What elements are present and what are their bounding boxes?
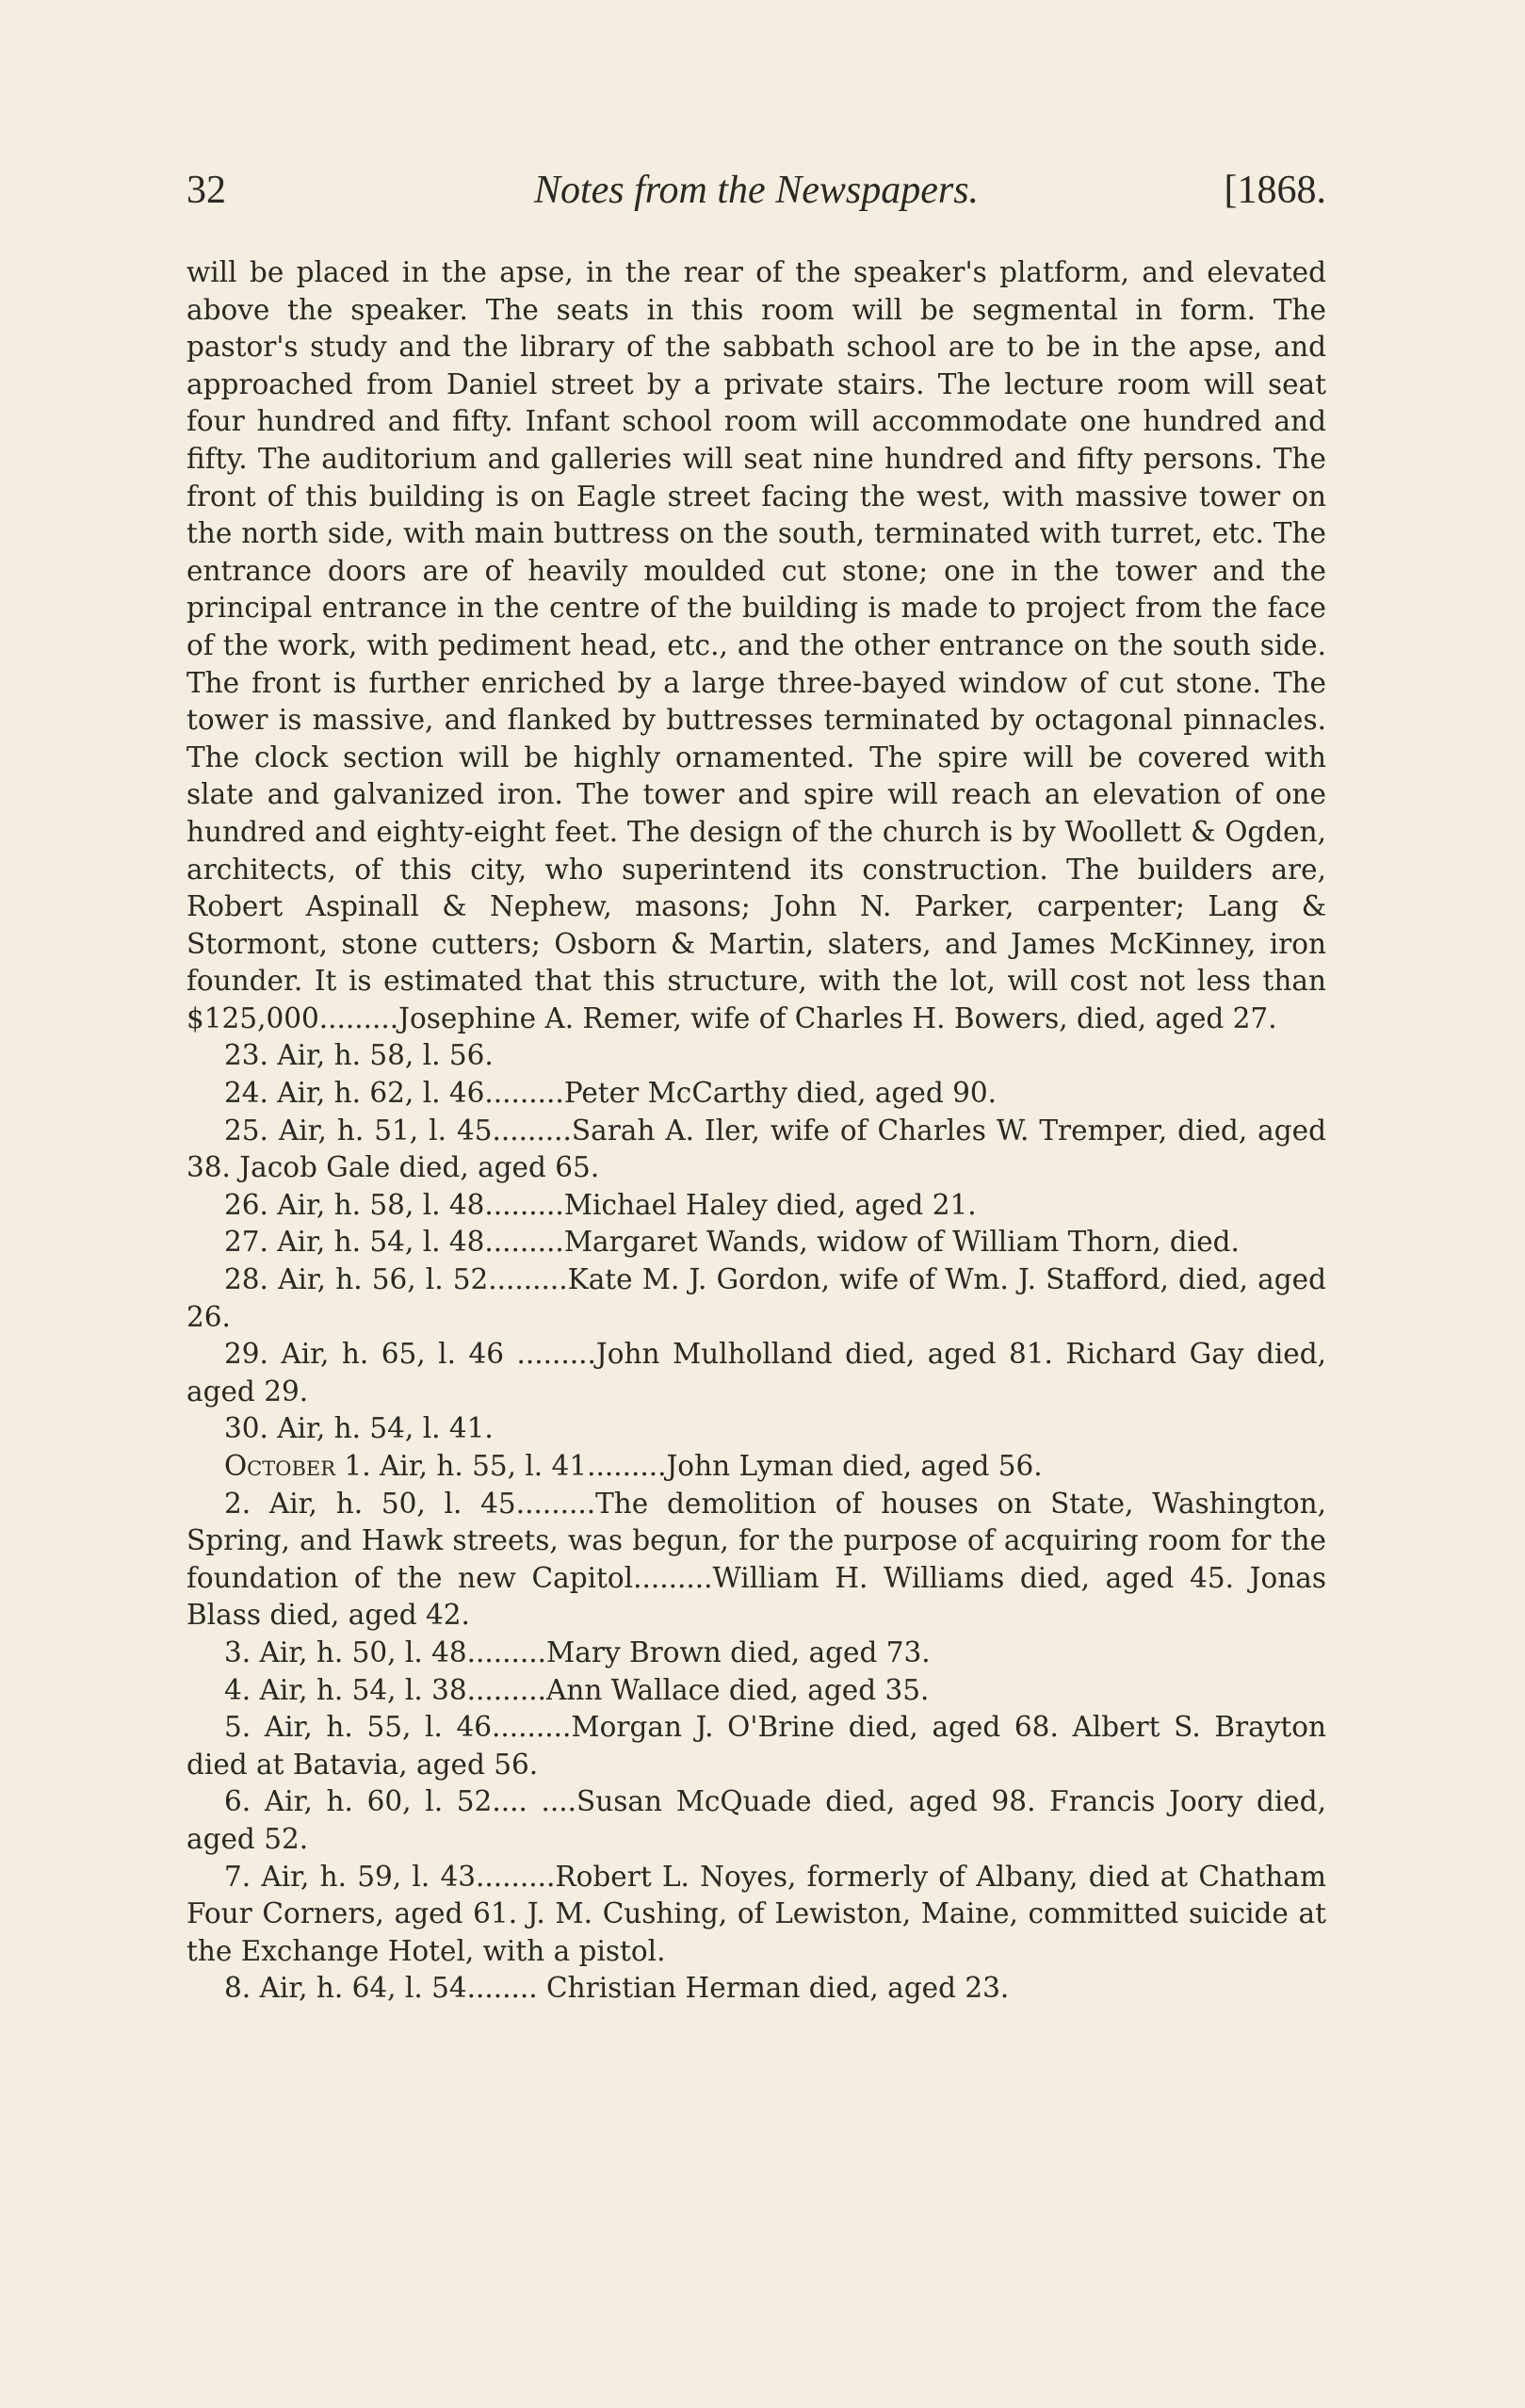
entry-oct-4: 4. Air, h. 54, l. 38.........Ann Wallace died, aged 35. [224, 1673, 930, 1706]
body-text [187, 254, 1326, 2008]
entry-sep-28: 28. Air, h. 56, l. 52.........Kate M. J. Gordon, wife of Wm. J. Stafford, died, aged 26. [187, 1263, 1326, 1333]
entry-text: 1. Air, h. 55, l. 41.........John Lyman died, aged 56. [335, 1450, 1043, 1482]
month-label: October [224, 1450, 336, 1482]
entry-sep-29: 29. Air, h. 65, l. 46 .........John Mulholland died, aged 81. Richard Gay died, aged 29. [187, 1338, 1326, 1407]
entry-oct-3: 3. Air, h. 50, l. 48.........Mary Brown died, aged 73. [224, 1635, 931, 1668]
entry-sep-25: 25. Air, h. 51, l. 45.........Sarah A. Iler, wife of Charles W. Tremper, died, aged 38. Jacob Gale died, aged 65. [187, 1114, 1326, 1184]
entry-sep-23: 23. Air, h. 58, l. 56. [224, 1039, 494, 1072]
page-number: 32 [187, 169, 226, 212]
page-title: Notes from the Newspapers. [533, 169, 980, 212]
entry-oct-5: 5. Air, h. 55, l. 46.........Morgan J. O'Brine died, aged 68. Albert S. Brayton died at Batavia, aged 56. [187, 1711, 1326, 1781]
running-head [187, 168, 1326, 234]
entry-sep-27: 27. Air, h. 54, l. 48.........Margaret Wands, widow of William Thorn, died. [224, 1226, 1240, 1259]
entry-oct-2: 2. Air, h. 50, l. 45.........The demolition of houses on State, Washington, Spring, and Hawk streets, was begun, for the purpose of acquiring room for the foundation of the new Capitol.........William H. Williams died, aged 45. Jonas Blass died, aged 42. [187, 1487, 1326, 1632]
entry-oct-8: 8. Air, h. 64, l. 54........ Christian Herman died, aged 23. [224, 1972, 1010, 2005]
entry-sep-26: 26. Air, h. 58, l. 48.........Michael Haley died, aged 21. [224, 1188, 977, 1221]
paragraph-continuation: will be placed in the apse, in the rear of the speaker's platform, and elevated above the speaker. The seats in this room will be segmental in form. The pastor's study and the library of the sabbath school are to be in the apse, and approached from Daniel street by a private stairs. The lecture room will seat four hundred and fifty. Infant school room will accommodate one hundred and fifty. The auditorium and galleries will seat nine hundred and fifty persons. The front of this building is on Eagle street facing the west, with massive tower on the north side, with main buttress on the south, terminated with turret, etc. The entrance doors are of heavily moulded cut stone; one in the tower and the principal entrance in the centre of the building is made to project from the face of the work, with pediment head, etc., and the other entrance on the south side. The front is further enriched by a large three-bayed window of cut stone. The tower is massive, and flanked by buttresses terminated by octagonal pinnacles. The clock section will be highly ornamented. The spire will be covered with slate and galvanized iron. The tower and spire will reach an elevation of one hundred and eighty-eight feet. The design of the church is by Woollett & Ogden, architects, of this city, who superintend its construction. The builders are, Robert Aspinall & Nephew, masons; John N. Parker, carpenter; Lang & Stormont, stone cutters; Osborn & Martin, slaters, and James McKinney, iron founder. It is estimated that this structure, with the lot, will cost not less than $125,000.........Josephine A. Remer, wife of Charles H. Bowers, died, aged 27. [187, 256, 1326, 1034]
entry-oct-6: 6. Air, h. 60, l. 52.... ....Susan McQuade died, aged 98. Francis Joory died, aged 52. [187, 1785, 1326, 1855]
year-label: [1868. [1224, 169, 1326, 212]
entry-oct-1 [187, 1448, 1326, 1486]
entry-oct-7: 7. Air, h. 59, l. 43.........Robert L. Noyes, formerly of Albany, died at Chatham Four Corners, aged 61. J. M. Cushing, of Lewiston, Maine, committed suicide at the Exchange Hotel, with a pistol. [187, 1860, 1326, 1967]
entry-sep-30: 30. Air, h. 54, l. 41. [224, 1412, 494, 1445]
entry-sep-24: 24. Air, h. 62, l. 46.........Peter McCarthy died, aged 90. [224, 1077, 997, 1110]
